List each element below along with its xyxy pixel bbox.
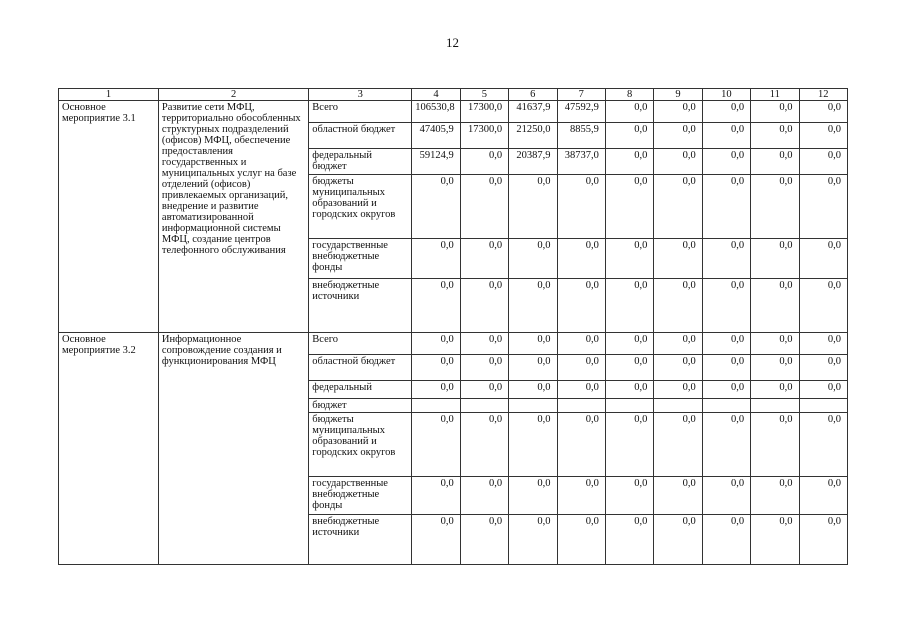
value-cell: 0,0 bbox=[460, 355, 508, 381]
measure-label: Основное мероприятие 3.1 bbox=[59, 101, 159, 333]
column-header: 7 bbox=[557, 89, 605, 101]
value-cell: 0,0 bbox=[557, 355, 605, 381]
value-cell: 0,0 bbox=[751, 279, 799, 333]
measure-label: Основное мероприятие 3.2 bbox=[59, 333, 159, 565]
value-cell: 0,0 bbox=[460, 239, 508, 279]
value-cell: 0,0 bbox=[799, 149, 847, 175]
value-cell bbox=[557, 399, 605, 413]
funding-source: бюджеты муниципальных образований и городских округов bbox=[309, 175, 412, 239]
value-cell: 0,0 bbox=[412, 239, 460, 279]
value-cell: 0,0 bbox=[509, 279, 557, 333]
column-header: 8 bbox=[605, 89, 653, 101]
value-cell: 0,0 bbox=[412, 175, 460, 239]
column-header: 1 bbox=[59, 89, 159, 101]
value-cell: 0,0 bbox=[412, 515, 460, 565]
value-cell: 0,0 bbox=[654, 477, 702, 515]
value-cell: 0,0 bbox=[702, 333, 750, 355]
value-cell: 0,0 bbox=[702, 175, 750, 239]
value-cell bbox=[460, 399, 508, 413]
value-cell bbox=[412, 399, 460, 413]
value-cell: 0,0 bbox=[460, 477, 508, 515]
value-cell: 0,0 bbox=[605, 175, 653, 239]
value-cell: 0,0 bbox=[654, 149, 702, 175]
value-cell: 0,0 bbox=[702, 515, 750, 565]
value-cell: 0,0 bbox=[751, 413, 799, 477]
value-cell: 0,0 bbox=[799, 515, 847, 565]
value-cell: 0,0 bbox=[654, 333, 702, 355]
column-header: 2 bbox=[158, 89, 308, 101]
funding-source: федеральный bbox=[309, 381, 412, 399]
value-cell: 0,0 bbox=[460, 333, 508, 355]
value-cell: 0,0 bbox=[799, 477, 847, 515]
funding-source: Всего bbox=[309, 101, 412, 123]
value-cell: 0,0 bbox=[412, 477, 460, 515]
value-cell: 0,0 bbox=[751, 123, 799, 149]
value-cell: 0,0 bbox=[509, 413, 557, 477]
value-cell: 0,0 bbox=[799, 355, 847, 381]
value-cell: 0,0 bbox=[460, 279, 508, 333]
budget-table bbox=[58, 88, 848, 565]
value-cell: 0,0 bbox=[557, 279, 605, 333]
value-cell: 17300,0 bbox=[460, 123, 508, 149]
value-cell bbox=[702, 399, 750, 413]
value-cell: 0,0 bbox=[654, 239, 702, 279]
value-cell: 0,0 bbox=[557, 413, 605, 477]
value-cell: 0,0 bbox=[412, 333, 460, 355]
funding-source: Всего bbox=[309, 333, 412, 355]
value-cell: 0,0 bbox=[557, 333, 605, 355]
value-cell: 47405,9 bbox=[412, 123, 460, 149]
table-row bbox=[59, 101, 848, 123]
funding-source: областной бюджет bbox=[309, 355, 412, 381]
value-cell: 0,0 bbox=[751, 101, 799, 123]
value-cell: 0,0 bbox=[460, 381, 508, 399]
value-cell: 106530,8 bbox=[412, 101, 460, 123]
value-cell: 0,0 bbox=[751, 477, 799, 515]
value-cell: 0,0 bbox=[605, 333, 653, 355]
value-cell: 0,0 bbox=[654, 101, 702, 123]
measure-description: Информационное сопровождение создания и функционирования МФЦ bbox=[158, 333, 308, 565]
value-cell: 0,0 bbox=[557, 175, 605, 239]
value-cell: 0,0 bbox=[605, 381, 653, 399]
value-cell: 0,0 bbox=[799, 101, 847, 123]
value-cell bbox=[799, 399, 847, 413]
value-cell: 8855,9 bbox=[557, 123, 605, 149]
value-cell: 0,0 bbox=[702, 239, 750, 279]
value-cell: 0,0 bbox=[509, 477, 557, 515]
value-cell: 59124,9 bbox=[412, 149, 460, 175]
value-cell: 0,0 bbox=[509, 355, 557, 381]
value-cell: 0,0 bbox=[557, 239, 605, 279]
funding-source: государственные внебюджетные фонды bbox=[309, 239, 412, 279]
funding-source: государственные внебюджетные фонды bbox=[309, 477, 412, 515]
value-cell: 0,0 bbox=[605, 515, 653, 565]
value-cell: 38737,0 bbox=[557, 149, 605, 175]
value-cell bbox=[751, 399, 799, 413]
value-cell: 0,0 bbox=[654, 279, 702, 333]
value-cell: 0,0 bbox=[751, 333, 799, 355]
value-cell: 0,0 bbox=[799, 333, 847, 355]
value-cell: 0,0 bbox=[460, 149, 508, 175]
value-cell: 0,0 bbox=[751, 515, 799, 565]
funding-source: бюджеты муниципальных образований и городских округов bbox=[309, 413, 412, 477]
funding-source: федеральный бюджет bbox=[309, 149, 412, 175]
value-cell: 0,0 bbox=[702, 355, 750, 381]
value-cell: 0,0 bbox=[654, 175, 702, 239]
value-cell: 0,0 bbox=[751, 355, 799, 381]
value-cell: 0,0 bbox=[605, 239, 653, 279]
value-cell: 0,0 bbox=[799, 175, 847, 239]
funding-source: внебюджетные источники bbox=[309, 515, 412, 565]
table-row bbox=[59, 333, 848, 355]
value-cell: 0,0 bbox=[702, 381, 750, 399]
value-cell: 0,0 bbox=[557, 381, 605, 399]
value-cell: 0,0 bbox=[751, 175, 799, 239]
value-cell: 0,0 bbox=[557, 477, 605, 515]
value-cell: 0,0 bbox=[799, 381, 847, 399]
value-cell: 0,0 bbox=[460, 515, 508, 565]
funding-source: областной бюджет bbox=[309, 123, 412, 149]
value-cell: 0,0 bbox=[605, 413, 653, 477]
header-row bbox=[59, 89, 848, 101]
value-cell: 0,0 bbox=[799, 279, 847, 333]
value-cell: 0,0 bbox=[605, 279, 653, 333]
value-cell: 0,0 bbox=[654, 515, 702, 565]
value-cell: 0,0 bbox=[654, 381, 702, 399]
value-cell: 0,0 bbox=[509, 381, 557, 399]
column-header: 5 bbox=[460, 89, 508, 101]
value-cell: 0,0 bbox=[702, 279, 750, 333]
value-cell: 0,0 bbox=[509, 175, 557, 239]
value-cell: 0,0 bbox=[412, 381, 460, 399]
value-cell: 0,0 bbox=[412, 413, 460, 477]
value-cell: 0,0 bbox=[799, 123, 847, 149]
value-cell: 0,0 bbox=[509, 333, 557, 355]
value-cell bbox=[509, 399, 557, 413]
value-cell: 0,0 bbox=[412, 355, 460, 381]
column-header: 4 bbox=[412, 89, 460, 101]
value-cell bbox=[654, 399, 702, 413]
value-cell: 0,0 bbox=[605, 477, 653, 515]
value-cell: 0,0 bbox=[509, 515, 557, 565]
column-header: 11 bbox=[751, 89, 799, 101]
value-cell: 0,0 bbox=[605, 123, 653, 149]
value-cell: 0,0 bbox=[605, 149, 653, 175]
measure-description: Развитие сети МФЦ, территориально обособленных структурных подразделений (офисов) МФЦ, обеспечение предоставления государственных и муниципальных услуг на базе отделений (офисов) привлекаемых организаций, внедрение и развитие автоматизированной информационной системы МФЦ, создание центров телефонного обслуживания bbox=[158, 101, 308, 333]
value-cell: 47592,9 bbox=[557, 101, 605, 123]
value-cell: 0,0 bbox=[654, 355, 702, 381]
value-cell: 0,0 bbox=[702, 413, 750, 477]
value-cell: 0,0 bbox=[702, 477, 750, 515]
column-header: 9 bbox=[654, 89, 702, 101]
value-cell: 0,0 bbox=[799, 239, 847, 279]
value-cell: 0,0 bbox=[702, 101, 750, 123]
value-cell: 0,0 bbox=[702, 149, 750, 175]
value-cell: 0,0 bbox=[605, 101, 653, 123]
page-number: 12 bbox=[446, 35, 459, 50]
funding-source: внебюджетные источники bbox=[309, 279, 412, 333]
value-cell: 20387,9 bbox=[509, 149, 557, 175]
value-cell: 0,0 bbox=[412, 279, 460, 333]
value-cell: 0,0 bbox=[751, 381, 799, 399]
value-cell: 0,0 bbox=[509, 239, 557, 279]
funding-source: бюджет bbox=[309, 399, 412, 413]
column-header: 12 bbox=[799, 89, 847, 101]
column-header: 3 bbox=[309, 89, 412, 101]
value-cell: 0,0 bbox=[702, 123, 750, 149]
value-cell: 41637,9 bbox=[509, 101, 557, 123]
column-header: 10 bbox=[702, 89, 750, 101]
value-cell: 0,0 bbox=[557, 515, 605, 565]
value-cell: 0,0 bbox=[799, 413, 847, 477]
value-cell: 21250,0 bbox=[509, 123, 557, 149]
value-cell: 0,0 bbox=[751, 149, 799, 175]
value-cell: 0,0 bbox=[751, 239, 799, 279]
value-cell: 0,0 bbox=[654, 123, 702, 149]
value-cell: 0,0 bbox=[654, 413, 702, 477]
value-cell: 0,0 bbox=[605, 355, 653, 381]
value-cell: 0,0 bbox=[460, 413, 508, 477]
value-cell bbox=[605, 399, 653, 413]
value-cell: 0,0 bbox=[460, 175, 508, 239]
column-header: 6 bbox=[509, 89, 557, 101]
value-cell: 17300,0 bbox=[460, 101, 508, 123]
